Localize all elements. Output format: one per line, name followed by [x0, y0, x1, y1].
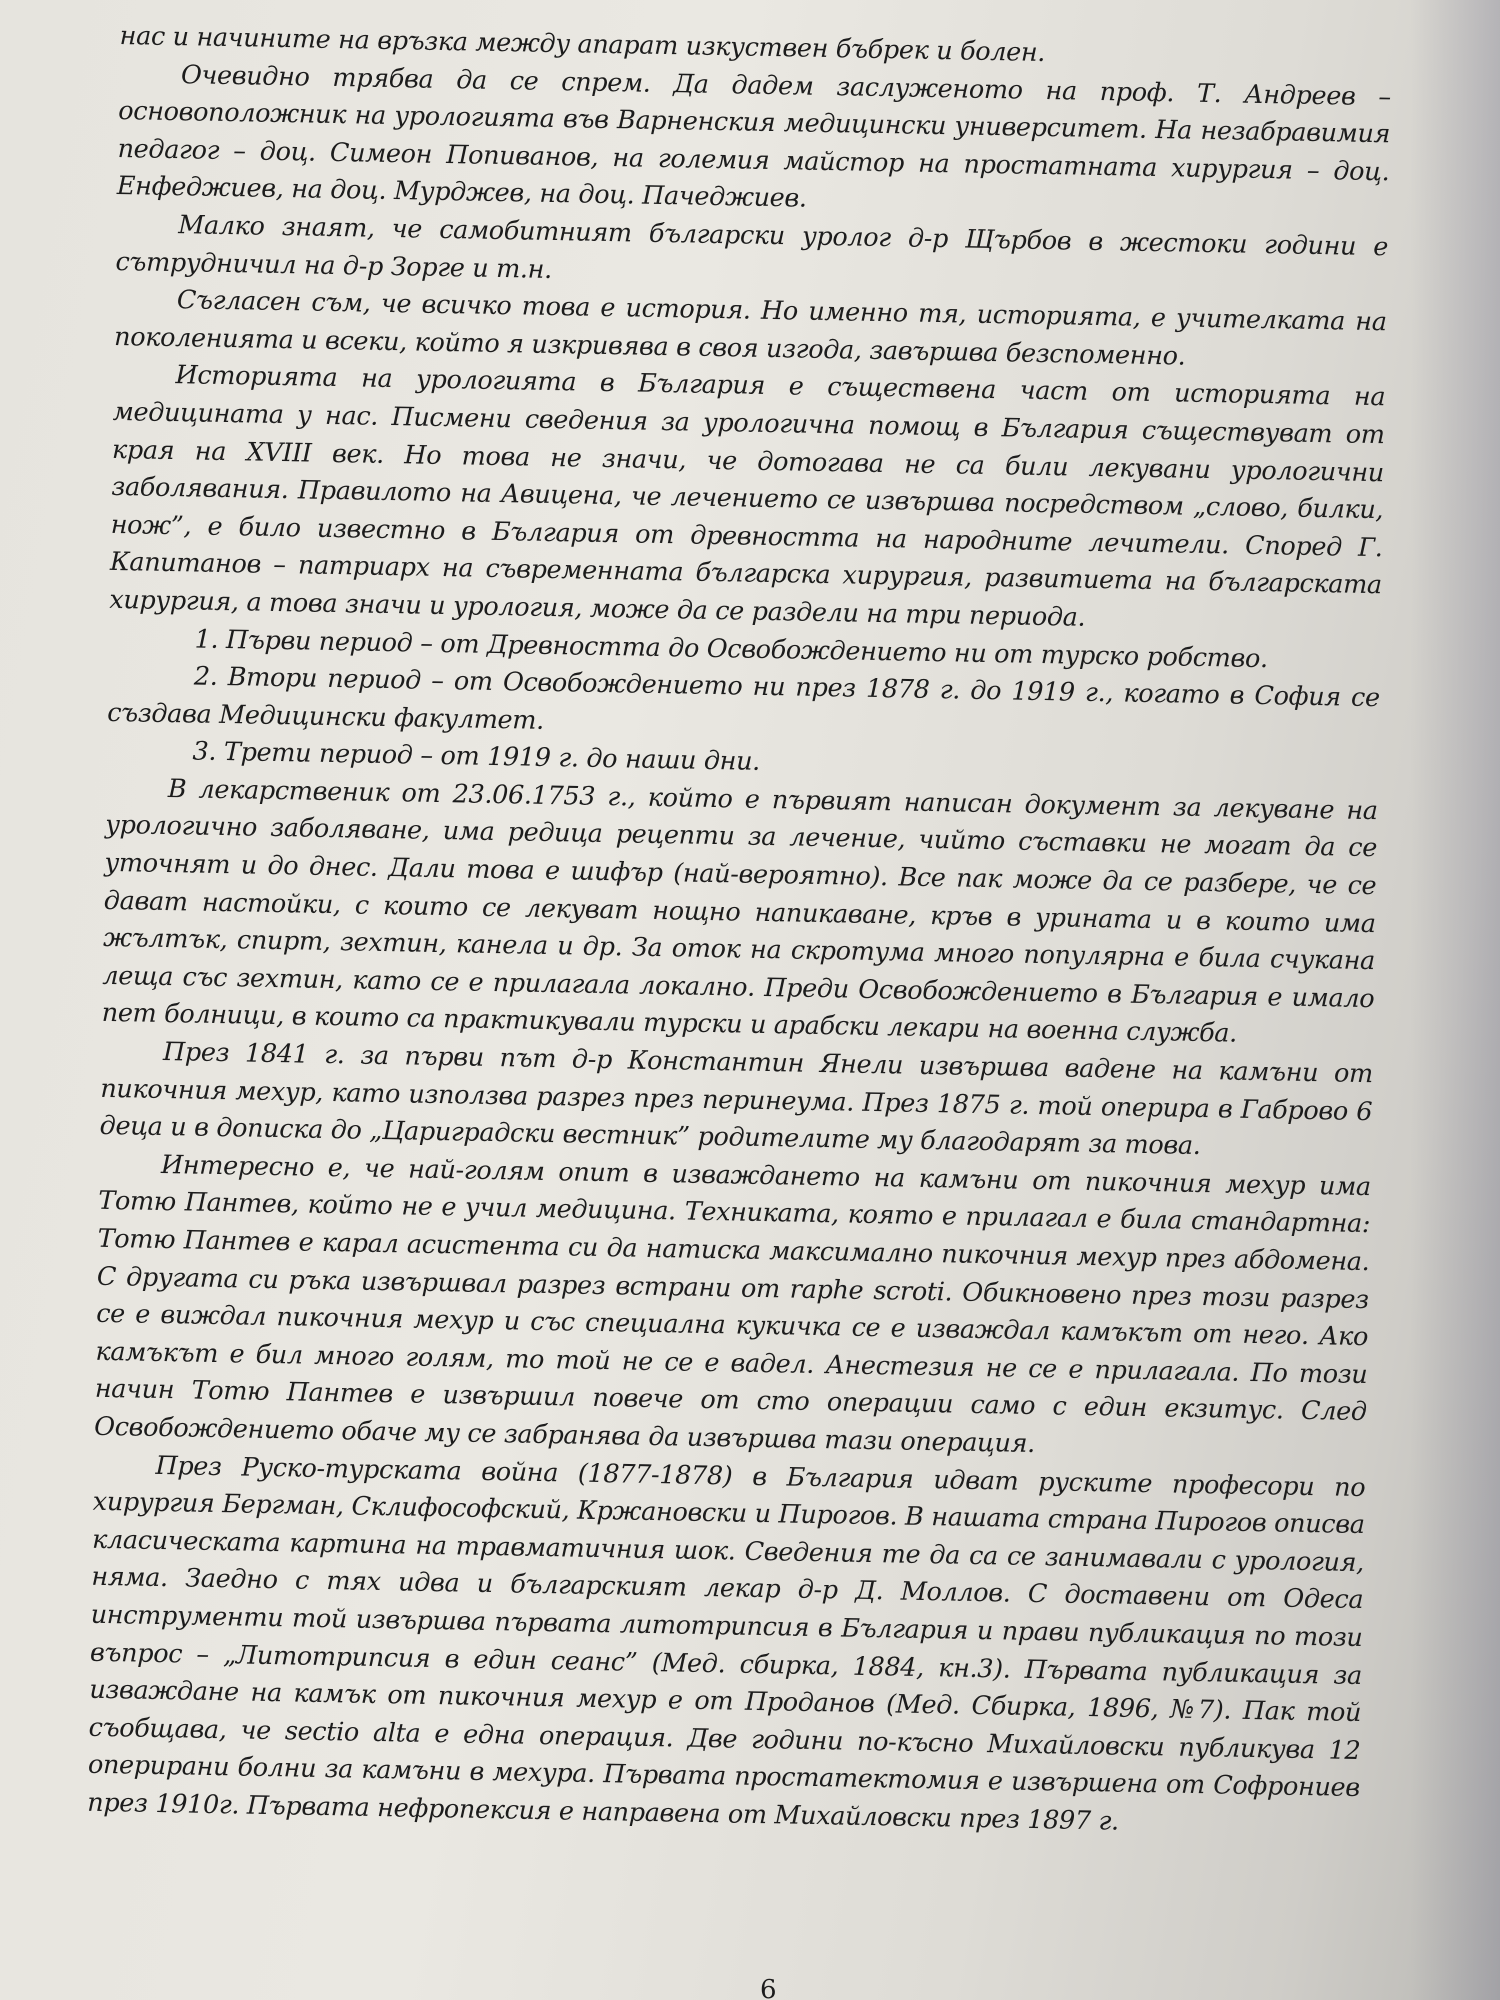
page-edge-shadow — [1410, 0, 1500, 2000]
paragraph: Интересно е, че най-голям опит в изваждането на камъни от пикочния мехур има Тотю Пантев, който не е учил медицина. Техниката, която е прилагал е била стандартна: Тотю Пантев е карал асистента си да натиска максимално пикочния мехур през абдомена. С другата си ръка извършвал разрез встрани от raphe scroti. Обикновено през този разрез се е виждал пикочния мехур и със специална кукичка се е изваждал камъкът от него. Ако камъкът е бил много голям, то той не се е вадел. Анестезия не се е прилагала. По този начин Тотю Пантев е извършил повече от сто операции само с един екзитус. След Освобождението обаче му се забранява да извършва тази операция. — [93, 1149, 1372, 1459]
paragraph: Очевидно трябва да се спрем. Да дадем заслуженото на проф. Т. Андреев – основоположник на урологията във Варненския медицински университет. На незабравимия педагог – доц. Симеон Попиванов, на големия майстор на простатната хирургия – доц. Енфеджиев, на доц. Мурджев, на доц. Пачеджиев. — [116, 59, 1392, 214]
period-list-item: 2. Втори период – от Освобождението ни през 1878 г. до 1919 г., когато в София се създава Медицински факултет. — [106, 661, 1381, 736]
paragraph: През Руско-турската война (1877-1878) в България идват руските професори по хирургия Бергман, Склифософский, Кржановски и Пирогов. В нашата страна Пирогов описва класическата картина на травматичния шок. Сведения те да са се занимавали с урология, няма. Заедно с тях идва и българският лекар д-р Д. Моллов. С доставени от Одеса инструменти той извършва първата литотрипсия в България и прави публикация по този въпрос – „Литотрипсия в един сеанс” (Мед. сбирка, 1884, кн.3). Първата публикация за изваждане на камък от пикочния мехур е от Проданов (Мед. Сбирка, 1896, №7). Пак той съобщава, че sectio alta е една операция. Две години по-късно Михайловски публикува 12 оперирани болни за камъни в мехура. Първата простатектомия е извършена от Софрониев през 1910г. Първата нефропексия е направена от Михайловски през 1897 г. — [87, 1450, 1366, 1837]
paragraph: Малко знаят, че самобитният български уролог д-р Щърбов в жестоки години е сътрудничил на д-р Зорге и т.н. — [115, 210, 1389, 285]
period-list-item: 3. Трети период – от 1919 г. до наши дни. — [192, 736, 761, 778]
paragraph: През 1841 г. за първи път д-р Константин Янели извършва вадене на камъни от пикочния мехур, като използва разрез през перинеума. През 1875 г. той оперира в Габрово 6 деца и в дописка до „Цариградски вестник” родителите му благодарят за това. — [99, 1036, 1374, 1162]
period-list-item: 1. Първи период – от Древността до Освобождението ни от турско робство. — [194, 623, 1269, 674]
paragraph: Историята на урологията в България е съществена част от историята на медицината у нас. Писмени сведения за урологична помощ в България съществуват от края на XVIII век. Но това не значи, че дотогава не са били лекувани урологични заболявания. Правилото на Авицена, че лечението се извършва посредством „слово, билки, нож”, е било известно в България от древността на народните лечители. Според Г. Капитанов – патриарх на съвременната българска хирургия, развитиета на българската хирургия, а това значи и урология, може да се раздели на три периода. — [109, 360, 1386, 633]
page-number: 6 — [760, 1975, 777, 2000]
paragraph: нас и начините на връзка между апарат изкуствен бъбрек и болен. — [119, 20, 1046, 68]
paragraph: Съгласен съм, че всичко това е история. Но именно тя, историята, е учителката на поколенията и всеки, който я изкривява в своя изгода, завършва безспоменно. — [113, 285, 1387, 372]
paragraph: В лекарственик от 23.06.1753 г., който е първият написан документ за лекуване на урологично заболяване, има редица рецепти за лечение, чийто съставки не могат да се уточнят и до днес. Дали това е шифър (най-вероятно). Все пак може да се разбере, че се дават настойки, с които се лекуват нощно напикаване, кръв в урината и в които има жълтък, спирт, зехтин, канела и др. За оток на скротума много популярна е била счукана леща със зехтин, като се е прилагала локално. Преди Освобождението в България е имало пет болници, в които са практикували турски и арабски лекари на военна служба. — [101, 773, 1378, 1050]
text-block — [87, 18, 1392, 1846]
